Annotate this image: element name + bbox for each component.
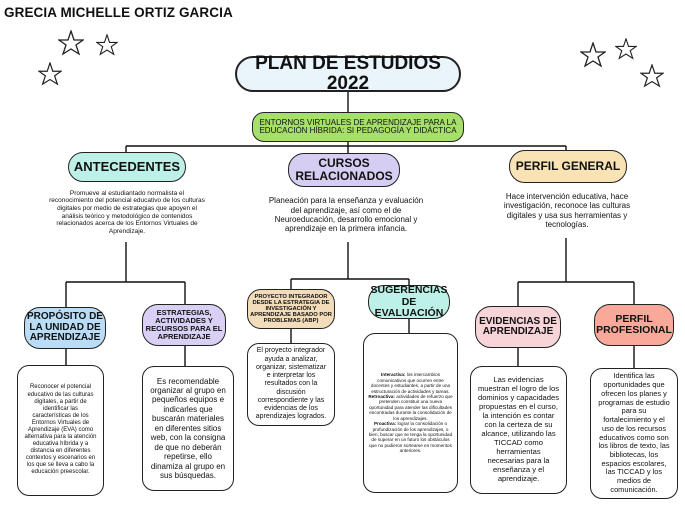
star-icon xyxy=(96,34,118,56)
star-icon xyxy=(640,64,664,88)
star-icon xyxy=(38,62,62,86)
interactiva-term: Interactiva: xyxy=(381,372,406,378)
estrategias-text: Es recomendable organizar al grupo en pequeños equipos e indicarles que buscarán materiales en diferentes sitios web, con la consigna de que no deberán repetirse, ello dinamiza al grupo en sus búsquedas. xyxy=(142,366,234,491)
perfil-profesional-text: Identifica las oportunidades que ofrecen los planes y programas de estudio para su fortalecimiento y el uso de los recursos educativos como son los libros de texto, las bibliotecas, los espacios escolares, las TICCAD y los medios de comunicación. xyxy=(590,368,678,499)
node-sugerencias-evaluacion: SUGERENCIAS DE EVALUACIÓN xyxy=(368,285,450,319)
perfil-general-text: Hace intervención educativa, hace investigación, reconoce las culturas digitales y usa sus herramientas y tecnologías. xyxy=(486,183,648,238)
sugerencias-text xyxy=(363,333,458,493)
evidencias-text: Las evidencias muestran el logro de los dominios y capacidades propuestas en el curso, la intención es contar con la certeza de su alcance, utilizando las TICCAD como herramientas necesarias para la enseñanza y el aprendizaje. xyxy=(470,366,567,494)
cursos-text: Planeación para la enseñanza y evaluación del aprendizaje, así como el de Neuroeducación, desarrollo emocional y aprendizaje en la primera infancia. xyxy=(260,188,432,242)
node-antecedentes: ANTECEDENTES xyxy=(68,152,186,182)
star-icon xyxy=(615,38,637,60)
author-name: GRECIA MICHELLE ORTIZ GARCIA xyxy=(4,5,233,20)
node-perfil-general: PERFIL GENERAL xyxy=(509,150,627,183)
proactiva-term: Proactiva: xyxy=(373,421,397,427)
proactiva-text: lograr la consolidación o profundización de los aprendizajes, o bien, buscar que se tenga la oportunidad de superar en un futuro los obstáculos que no pudieron sortearse en momentos anteriores. xyxy=(368,421,453,454)
proyecto-text: El proyecto integrador ayuda a analizar, organizar, sistematizar e interpretar los resultados con la discusión correspondiente y las evidencias de los aprendizajes logrados. xyxy=(247,343,335,426)
node-cursos-relacionados: CURSOS RELACIONADOS xyxy=(288,153,400,187)
star-icon xyxy=(580,42,606,68)
subtitle: ENTORNOS VIRTUALES DE APRENDIZAJE PARA LA EDUCACIÓN HÍBRIDA: SI PEDAGOGÍA Y DIDÁCTICA xyxy=(252,112,464,142)
retroactiva-text: actividades de refuerzo que pretenden constituir una nueva oportunidad para atender las dificultades encontradas durante la consolidación de los aprendizajes. xyxy=(369,394,453,421)
node-perfil-profesional: PERFIL PROFESIONAL xyxy=(594,304,674,346)
proposito-text: Reconocer el potencial educativo de las culturas digitales, a partir de identificar las características de los Entornos Virtuales de Aprendizaje (EVA) como alternativa para la atención educativa híbrida y a distancia en diferentes contextos y escenarios en los que se lleva a cabo la educación preescolar. xyxy=(17,365,104,496)
node-proposito: PROPÓSITO DE LA UNIDAD DE APRENDIZAJE xyxy=(24,307,106,349)
node-estrategias: ESTRATEGIAS, ACTIVIDADES Y RECURSOS PARA EL APRENDIZAJE xyxy=(142,304,226,346)
node-evidencias: EVIDENCIAS DE APRENDIZAJE xyxy=(475,306,561,348)
star-icon xyxy=(58,30,84,56)
main-title: PLAN DE ESTUDIOS 2022 xyxy=(235,56,461,92)
interactiva-text: los intercambios comunicativos que ocurren entre docentes y estudiantes, a partir de una estructuración de actividades y tareas. xyxy=(370,372,451,394)
retroactiva-term: Retroactiva: xyxy=(368,394,395,400)
node-proyecto-integrador: PROYECTO INTEGRADOR DESDE LA ESTRATEGIA DE INVESTIGACIÓN Y APRENDIZAJE BASADO POR PROBLEMAS (ABP) xyxy=(247,289,335,329)
antecedentes-text: Promueve al estudiantado normalista el reconocimiento del potencial educativo de los culturas digitales por medio de estrategias que apoyen el análisis teórico y metodológico de contenidos relacionados acerca de los Entornos Virtuales de Aprendizaje. xyxy=(41,183,213,242)
